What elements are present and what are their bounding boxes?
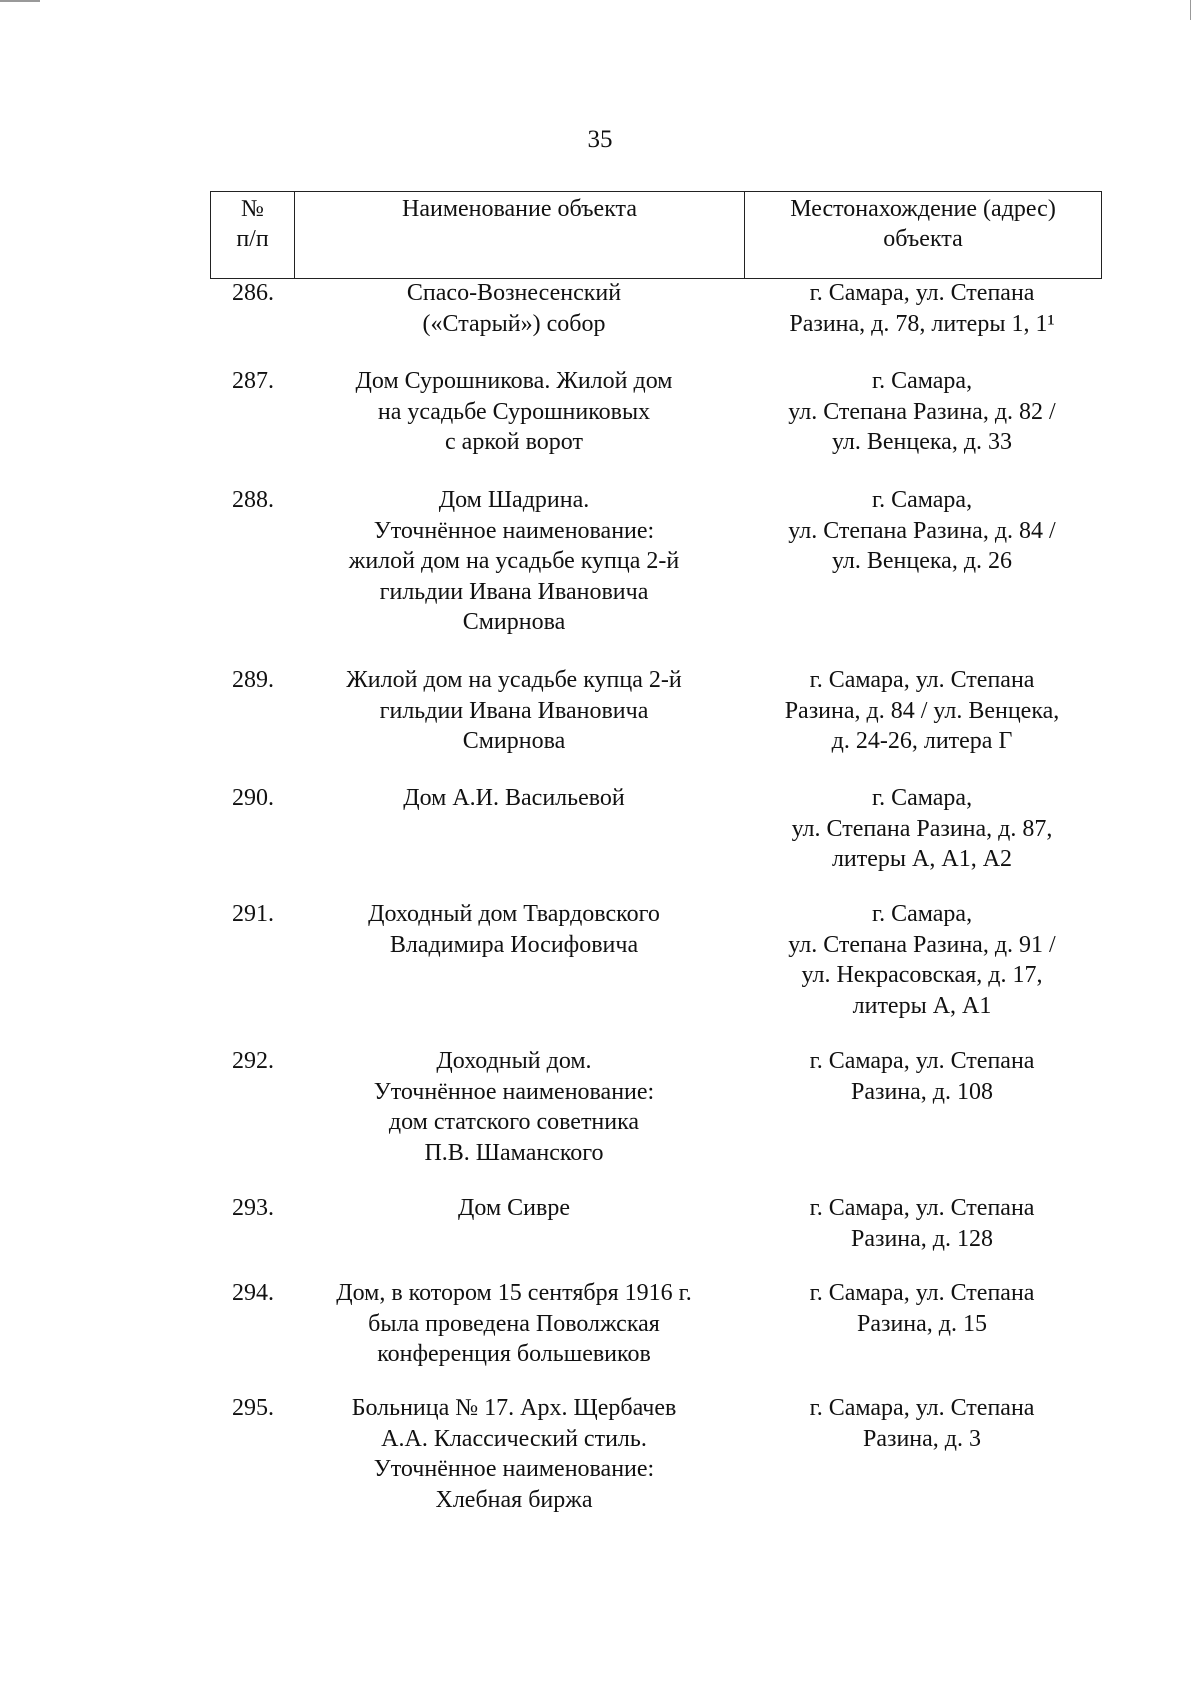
row-number: 289. [232, 667, 274, 693]
table-row [0, 1046, 1200, 1193]
row-number: 292. [232, 1048, 274, 1074]
object-address: г. Самара, ул. Степана Разина, д. 78, литеры 1, 1¹ [789, 280, 1055, 337]
object-name: Спасо-Вознесенский («Старый») собор [406, 280, 622, 337]
header-number [211, 192, 295, 278]
table-row [0, 665, 1200, 783]
object-name: Дом Сурошникова. Жилой дом на усадьбе Сурошниковых с аркой ворот [355, 368, 673, 455]
row-number: 290. [232, 785, 274, 811]
header-name [295, 192, 745, 278]
object-name: Больница № 17. Арх. Щербачев А.А. Классический стиль. Уточнённое наименование: Хлебная биржа [351, 1395, 677, 1513]
scan-mark-right [1190, 0, 1191, 20]
header-address-label: Местонахождение (адрес) объекта [790, 196, 1056, 252]
table-row [0, 366, 1200, 485]
header-name-label: Наименование объекта [402, 196, 637, 222]
object-name: Дом Сивре [458, 1195, 570, 1221]
page-number: 35 [587, 126, 613, 153]
object-address: г. Самара, ул. Степана Разина, д. 3 [809, 1395, 1035, 1452]
object-name: Дом А.И. Васильевой [403, 785, 625, 811]
table-body [0, 278, 1200, 1523]
object-name: Дом Шадрина. Уточнённое наименование: жилой дом на усадьбе купца 2-й гильдии Ивана Ивановича Смирнова [348, 487, 680, 635]
table-row [0, 485, 1200, 665]
table-header [210, 191, 1102, 279]
table-row [0, 899, 1200, 1046]
object-name: Доходный дом Твардовского Владимира Иосифовича [368, 901, 660, 958]
object-address: г. Самара, ул. Степана Разина, д. 91 / ул. Некрасовская, д. 17, литеры А, А1 [788, 901, 1056, 1019]
row-number: 294. [232, 1280, 274, 1306]
object-name: Дом, в котором 15 сентября 1916 г. была проведена Поволжская конференция большевиков [336, 1280, 692, 1367]
scan-mark-top [0, 0, 40, 2]
object-address: г. Самара, ул. Степана Разина, д. 82 / ул. Венцека, д. 33 [788, 368, 1056, 455]
object-address: г. Самара, ул. Степана Разина, д. 128 [809, 1195, 1035, 1252]
row-number: 288. [232, 487, 274, 513]
object-name: Жилой дом на усадьбе купца 2-й гильдии Ивана Ивановича Смирнова [346, 667, 682, 754]
row-number: 286. [232, 280, 274, 306]
object-address: г. Самара, ул. Степана Разина, д. 108 [809, 1048, 1035, 1105]
row-number: 291. [232, 901, 274, 927]
table-row [0, 783, 1200, 899]
table-row [0, 1193, 1200, 1278]
table-row [0, 278, 1200, 366]
object-address: г. Самара, ул. Степана Разина, д. 84 / ул. Венцека, д. 26 [788, 487, 1056, 574]
row-number: 287. [232, 368, 274, 394]
table-row [0, 1278, 1200, 1393]
row-number: 293. [232, 1195, 274, 1221]
row-number: 295. [232, 1395, 274, 1421]
object-address: г. Самара, ул. Степана Разина, д. 87, литеры А, А1, А2 [791, 785, 1053, 872]
header-number-label: № п/п [236, 196, 269, 252]
object-address: г. Самара, ул. Степана Разина, д. 84 / ул. Венцека, д. 24-26, литера Г [784, 667, 1060, 754]
object-name: Доходный дом. Уточнённое наименование: дом статского советника П.В. Шаманского [373, 1048, 655, 1166]
object-address: г. Самара, ул. Степана Разина, д. 15 [809, 1280, 1035, 1337]
table-row [0, 1393, 1200, 1523]
header-address [745, 192, 1101, 278]
